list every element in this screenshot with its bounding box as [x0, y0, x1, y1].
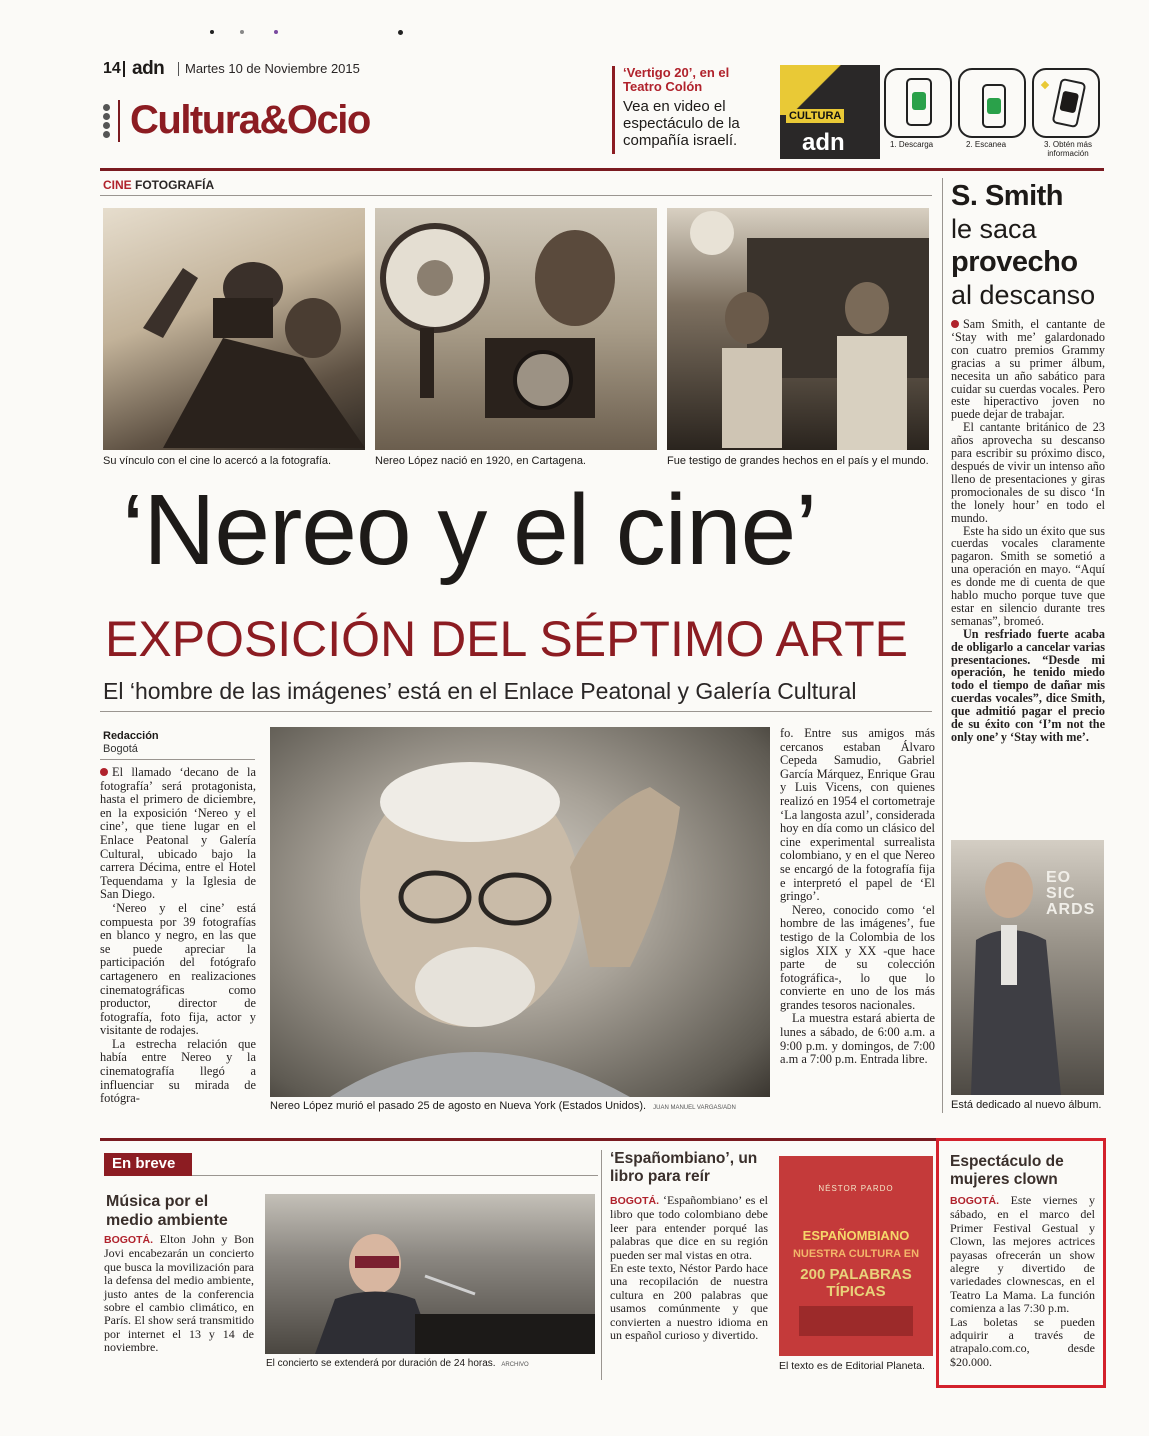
subheadline: EXPOSICIÓN DEL SÉPTIMO ARTE [105, 611, 908, 667]
book-title: ‘Españombiano’, un libro para reír [610, 1150, 758, 1185]
article-column-1 [100, 766, 256, 1106]
photo-caption-2: Nereo López nació en 1920, en Cartagena. [375, 455, 586, 467]
concert-credit: ARCHIVO [501, 1362, 529, 1368]
col2-paragraph-2: Nereo, conocido como ‘el hombre de las imágenes’, fue testigo de la Colombia de los siglos XIX y XX -que hace parte de su colección fotográfica-, lo que lo convierte en uno de los más grandes tesoros nacionales. [780, 902, 935, 1012]
sidebar-title-line-1: S. Smith [951, 180, 1064, 212]
portrait-credit: JUAN MANUEL VARGAS/ADN [653, 1105, 736, 1111]
photo-filming [103, 208, 365, 450]
book-place: BOGOTÁ. [610, 1195, 659, 1207]
kicker-text: FOTOGRAFÍA [135, 178, 215, 192]
section-dots [103, 104, 111, 140]
promo-bar [612, 66, 615, 154]
sidebar-title-line-3: provecho [951, 246, 1078, 278]
book-author: NÉSTOR PARDO [818, 1184, 894, 1193]
brand-logo: adn [132, 58, 165, 79]
photo-camera-flash [375, 208, 657, 450]
sidebar-paragraph-3: Este ha sido un éxito que sus cuerdas vocales claramente pagaron. Smith se sometió a una operación en mayo. “Aquí es donde me di cuenta de que hablo mucho porque tuve que estar en silencio durante tres semanas”, bromeó. [951, 523, 1105, 628]
book-cover-line-1: ESPAÑOMBIANO [802, 1228, 910, 1243]
sidebar-paragraph-2: El cantante británico de 23 años aprovecha su descanso para escribir su próximo disco, después de vivir un intenso año lleno de presentaciones y giras promocionales de su disco ‘In the lonely hour’ en todo el mundo. [951, 420, 1105, 525]
deck-rule [100, 711, 932, 712]
clown-body [950, 1194, 1095, 1369]
date-divider [178, 62, 179, 76]
book-caption: El texto es de Editorial Planeta. [779, 1360, 925, 1372]
kicker [103, 178, 214, 192]
byline-rule [100, 759, 255, 760]
step-2 [958, 68, 1026, 138]
music-place: BOGOTÁ. [104, 1234, 153, 1246]
article-column-2 [780, 727, 935, 1067]
col2-paragraph-1: fo. Entre sus amigos más cercanos estaban Álvaro Cepeda Samudio, Gabriel García Márquez, Enrique Grau y Luis Vicens, con quienes realizó en 1954 el cortometraje ‘La langosta azul’, considerada hoy en día como un clásico del cine experimental surrealista colombiano, y en el que Nereo se encargó de la fotografía fija e interpretó el papel de ‘El gringo’. [780, 726, 935, 904]
promo-title: ‘Vertigo 20’, en el Teatro Colón [623, 65, 730, 94]
photo-portrait [270, 727, 770, 1097]
page-number-divider [123, 61, 125, 77]
photo-concert [265, 1194, 595, 1354]
section-divider [118, 100, 120, 142]
col1-paragraph-2: ‘Nereo y el cine’ está compuesta por 39 fotografías en blanco y negro, en las que se puede apreciar la participación del fotógrafo cartagenero en realizaciones cinematográficas como productor, director de fotografía, foto fija, actor y visitante de rodajes. [100, 900, 256, 1038]
sidebar-divider [942, 178, 943, 1113]
step-1 [884, 68, 952, 138]
step-3-label: 3. Obtén más información [1043, 140, 1093, 158]
portrait-caption-text: Nereo López murió el pasado 25 de agosto en Nueva York (Estados Unidos). [270, 1100, 647, 1112]
deck: El ‘hombre de las imágenes’ está en el Enlace Peatonal y Galería Cultural [103, 678, 857, 704]
page-number: 14 [103, 60, 121, 77]
book-cover-line-2: NUESTRA CULTURA EN [792, 1248, 920, 1260]
scan-marks [210, 30, 410, 38]
promo-badge [780, 65, 880, 159]
phone-info-icon [1052, 78, 1087, 128]
sidebar-title-line-2: le saca [951, 214, 1037, 244]
sidebar-paragraph-4: Un resfriado fuerte acaba de obligarlo a cancelar varias presentaciones. “Desde mi operación, he tenido miedo todo el tiempo de dañar mis cuerdas vocales”, dice Smith, que admitió pagar el precio de su éxito con ‘I’m not the only one’ y ‘Stay with me’. [951, 626, 1105, 744]
clown-place: BOGOTÁ. [950, 1195, 999, 1207]
concert-caption [266, 1358, 529, 1369]
book-body [610, 1194, 768, 1342]
kicker-rule [100, 195, 932, 196]
date: Martes 10 de Noviembre 2015 [185, 61, 360, 76]
book-text-1: ‘Españombiano’ es el libro que todo colombiano debe leer para entender porqué las palabras que dice en su región pueden ser mal vistas en otra. [610, 1193, 769, 1262]
col1-paragraph-1: El llamado ‘decano de la fotografía’ será protagonista, hasta el primero de diciembre, en la exposición ‘Nereo y el cine’, que tiene lugar en el Enlace Peatonal y Galería Cultural, ubicado bajo la carrera Décima, entre el Hotel Tequendama y la Iglesia de San Diego. [100, 765, 256, 902]
promo-text: Vea en video el espectáculo de la compañía israelí. [623, 98, 740, 149]
col1-paragraph-3: La estrecha relación que había entre Nereo y la cinematografía llegó a influenciar su mirada de fotógra- [100, 1036, 256, 1106]
brief-label-rule [192, 1175, 598, 1176]
phone-download-icon [906, 78, 932, 126]
book-text-2: En este texto, Néstor Pardo hace una recopilación de nuestra cultura en 200 palabras que usamos comúnmente y que convierten a nuestro idioma en un español curioso y divertido. [610, 1261, 768, 1343]
sidebar-title [951, 180, 1111, 312]
step-1-label: 1. Descarga [890, 140, 934, 149]
photo-backdrop-text: EO SIC ARDS [1046, 869, 1096, 918]
music-body [104, 1233, 254, 1355]
promo-badge-brand: adn [802, 129, 845, 156]
photo-studio [667, 208, 929, 450]
headline: ‘Nereo y el cine’ [122, 474, 817, 586]
sidebar-body [951, 318, 1105, 744]
byline: Redacción [103, 730, 159, 742]
book-cover-line-3: 200 PALABRAS TÍPICAS [800, 1266, 912, 1300]
bullet-icon [951, 320, 959, 328]
clown-text-2: Las boletas se pueden adquirir a través de atrapalo.com.co, desde $20.000. [950, 1314, 1095, 1369]
step-2-label: 2. Escanea [966, 140, 1007, 149]
photo-sam-smith [951, 840, 1104, 1095]
clown-title: Espectáculo de mujeres clown [950, 1153, 1064, 1188]
byline-location: Bogotá [103, 743, 138, 755]
music-text: Elton John y Bon Jovi encabezarán un concierto que busca la movilización para la defensa del medio ambiente, justo antes de la conferencia sobre el cambio climático, en París. El show será transmitido por internet el 13 y 14 de noviembre. [104, 1232, 255, 1355]
sidebar-title-line-4: al descanso [951, 280, 1096, 310]
header-rule [100, 168, 1104, 171]
book-cover [779, 1156, 933, 1356]
phone-scan-icon [982, 84, 1006, 128]
photo-caption-3: Fue testigo de grandes hechos en el país y el mundo. [667, 455, 929, 467]
brief-col-divider-1 [601, 1150, 602, 1380]
portrait-caption [270, 1100, 736, 1112]
promo-badge-top: CULTURA [786, 109, 844, 123]
sam-smith-caption: Está dedicado al nuevo álbum. [951, 1099, 1102, 1111]
sidebar-paragraph-1: Sam Smith, el cantante de ‘Stay with me’ galardonado con cuatro premios Grammy gracias a su primer álbum, necesita un año sabático para cuidar su cuerdas vocales. Pero este hiperactivo joven no puede dejar de trabajar. [951, 317, 1105, 422]
brief-label: En breve [104, 1153, 192, 1176]
section-title: Cultura&Ocio [130, 98, 370, 142]
photo-caption-1: Su vínculo con el cine lo acercó a la fotografía. [103, 455, 332, 467]
col2-paragraph-3: La muestra estará abierta de lunes a sábado, de 6:00 a.m. a 9:00 p.m. y domingos, de 7:00 a.m a 7:00 p.m. Entrada libre. [780, 1011, 935, 1067]
step-3 [1032, 68, 1100, 138]
concert-caption-text: El concierto se extenderá por duración de 24 horas. [266, 1358, 496, 1369]
clown-text-1: Este viernes y sábado, en el marco del Primer Festival Gestual y Clown, las mejores actrices payasas ofrecerán un show alegre y divertido de variedades clownescas, en el Teatro La Mama. La función comienza a las 7:30 p.m. [950, 1193, 1095, 1316]
music-title: Música por el medio ambiente [106, 1193, 228, 1229]
kicker-red: CINE [103, 178, 132, 192]
bullet-icon [100, 768, 108, 776]
